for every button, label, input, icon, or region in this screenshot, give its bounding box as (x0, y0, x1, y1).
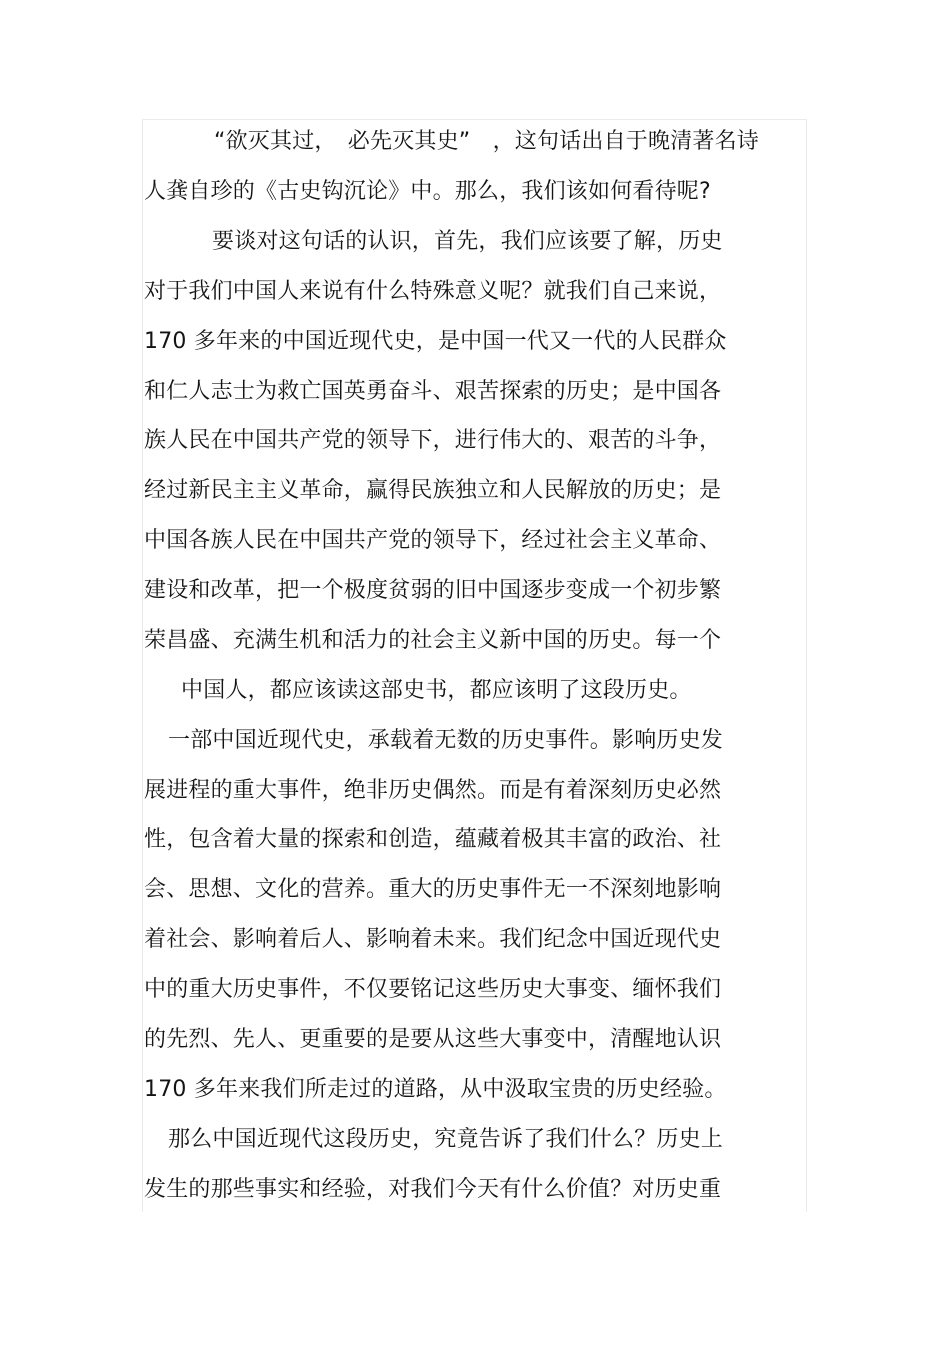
text-line: 170 多年来我们所走过的道路，从中汲取宝贵的历史经验。 (144, 1077, 727, 1102)
text-line: 中国各族人民在中国共产党的领导下，经过社会主义革命、 (144, 528, 722, 553)
text-line: 和仁人志士为救亡国英勇奋斗、艰苦探索的历史；是中国各 (144, 379, 722, 404)
text-line: 展进程的重大事件，绝非历史偶然。而是有着深刻历史必然 (144, 778, 722, 803)
text-line: 对于我们中国人来说有什么特殊意义呢？就我们自己来说， (144, 279, 722, 304)
text-line: 发生的那些事实和经验，对我们今天有什么价值？对历史重 (144, 1177, 722, 1202)
text-line: “欲灭其过， 必先灭其史” ，这句话出自于晚清著名诗 (214, 129, 759, 154)
text-line: 人龚自珍的《古史钩沉论》中。那么，我们该如何看待呢? (144, 179, 711, 204)
text-line: 一部中国近现代史，承载着无数的历史事件。影响历史发 (168, 728, 724, 753)
text-line: 族人民在中国共产党的领导下，进行伟大的、艰苦的斗争， (144, 428, 722, 453)
text-line: 建设和改革，把一个极度贫弱的旧中国逐步变成一个初步繁 (144, 578, 722, 603)
text-line: 性，包含着大量的探索和创造，蕴藏着极其丰富的政治、社 (144, 827, 722, 852)
text-line: 那么中国近现代这段历史，究竟告诉了我们什么？历史上 (168, 1127, 724, 1152)
text-line: 要谈对这句话的认识，首先，我们应该要了解，历史 (212, 229, 723, 254)
text-line: 170 多年来的中国近现代史，是中国一代又一代的人民群众 (144, 329, 727, 354)
text-line: 中的重大历史事件，不仅要铭记这些历史大事变、缅怀我们 (144, 977, 722, 1002)
text-line: 的先烈、先人、更重要的是要从这些大事变中，清醒地认识 (144, 1027, 722, 1052)
text-line: 中国人，都应该读这部史书，都应该明了这段历史。 (181, 678, 692, 703)
text-line: 着社会、影响着后人、影响着未来。我们纪念中国近现代史 (144, 927, 722, 952)
text-line: 会、思想、文化的营养。重大的历史事件无一不深刻地影响 (144, 877, 722, 902)
text-line: 荣昌盛、充满生机和活力的社会主义新中国的历史。每一个 (144, 628, 722, 653)
text-line: 经过新民主主义革命，赢得民族独立和人民解放的历史；是 (144, 478, 722, 503)
